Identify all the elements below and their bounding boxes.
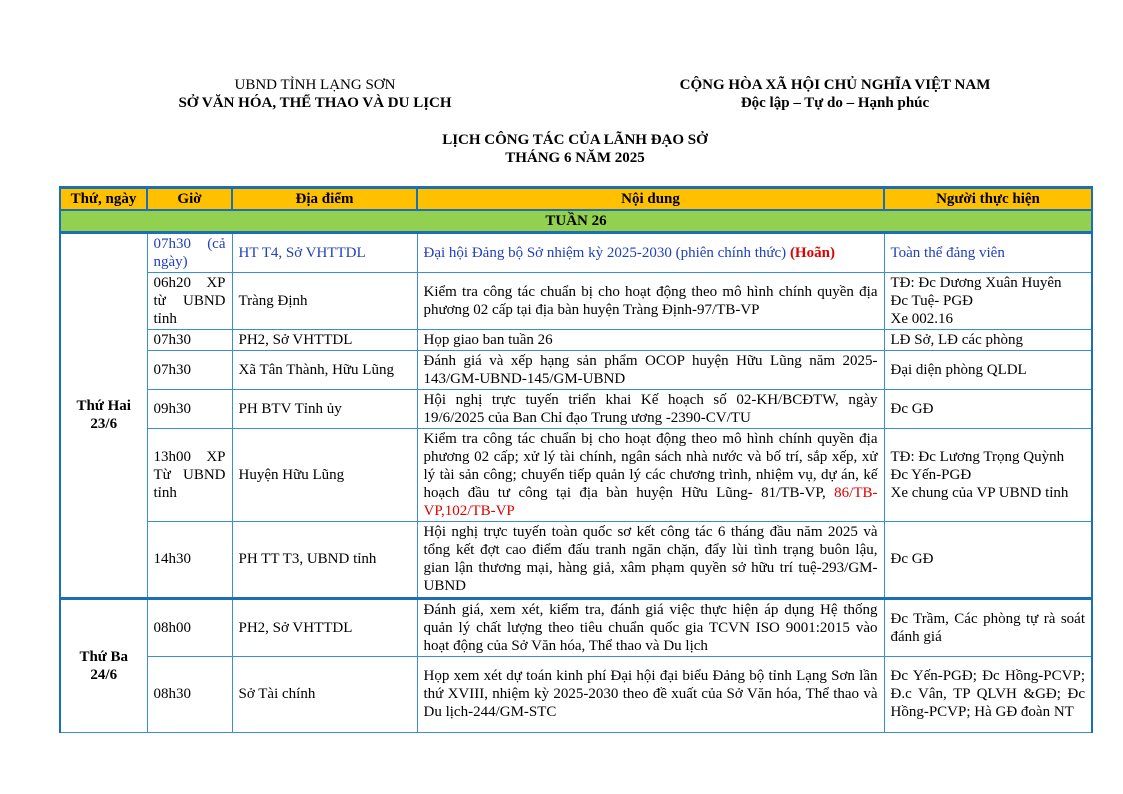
table-row [60,350,1092,389]
content-cell: Đánh giá và xếp hạng sản phẩm OCOP huyện Hữu Lũng năm 2025-143/GM-UBND-145/GM-UBND [417,350,884,389]
country-name: CỘNG HÒA XÃ HỘI CHỦ NGHĨA VIỆT NAM [679,77,991,93]
schedule-table [59,186,1093,733]
time-cell: 06h20 XP từ UBND tỉnh [147,272,232,329]
day-name: Thứ Hai [76,398,131,414]
content-text: Đại hội Đảng bộ Sở nhiệm kỳ 2025-2030 (phiên chính thức) [423,244,787,261]
place-cell: PH2, Sở VHTTDL [232,329,417,350]
department-name: SỞ VĂN HÓA, THỂ THAO VÀ DU LỊCH [178,95,452,111]
time-cell: 13h00 XP Từ UBND tỉnh [147,428,232,521]
content-cell [417,232,884,272]
person-cell: Đc GĐ [884,521,1092,598]
person-line: Đc Yến-PGĐ [890,466,972,483]
table-row [60,598,1092,656]
content-ref-red: 86/TB-VP,102/TB-VP [423,484,878,519]
week-row [60,210,1092,233]
place-cell: HT T4, Sở VHTTDL [232,232,417,272]
province-committee: UBND TỈNH LẠNG SƠN [234,77,396,93]
title-line-2: THÁNG 6 NĂM 2025 [505,150,645,166]
table-row [60,656,1092,732]
place-cell: PH2, Sở VHTTDL [232,598,417,656]
day-name: Thứ Ba [79,648,129,665]
national-header [620,76,1050,112]
place-cell: Tràng Định [232,272,417,329]
place-cell: PH BTV Tỉnh ủy [232,389,417,428]
content-cell: Hội nghị trực tuyến triển khai Kế hoạch số 02-KH/BCĐTW, ngày 19/6/2025 của Ban Chỉ đạo Trung ương -2390-CV/TU [417,389,884,428]
col-header-day: Thứ, ngày [60,188,147,210]
person-line: TĐ: Đc Lương Trọng Quỳnh [890,448,1065,465]
content-text: Kiểm tra công tác chuẩn bị cho hoạt động theo mô hình chính quyền địa phương 02 cấp; xử lý tài chính, ngân sách nhà nước và bố trí, sắp xếp, xử lý tài sản công; chuyển tiếp quản lý các chương trình, nhiệm vụ, dự án, kế hoạch đầu tư công tại địa bàn huyện Hữu Lũng- 81/TB-VP, [423,430,878,501]
table-row [60,428,1092,521]
time-cell: 09h30 [147,389,232,428]
schedule-table-wrapper [59,186,1091,733]
place-cell: Xã Tân Thành, Hữu Lũng [232,350,417,389]
col-header-time: Giờ [147,188,232,210]
person-line: Đc Tuệ- PGĐ [890,292,974,309]
header-row [60,188,1092,210]
col-header-person: Người thực hiện [884,188,1092,210]
person-cell: LĐ Sở, LĐ các phòng [884,329,1092,350]
content-cell: Hội nghị trực tuyến toàn quốc sơ kết công tác 6 tháng đầu năm 2025 và tổng kết đợt cao điểm đấu tranh ngăn chặn, đẩy lùi tình trạng buôn lậu, gian lận thương mại, hàng giả, xâm phạm quyền sở hữu trí tuệ-293/GM-UBND [417,521,884,598]
table-row [60,389,1092,428]
time-cell: 07h30 [147,350,232,389]
day-date: 23/6 [90,416,118,432]
table-row [60,272,1092,329]
agency-header [150,76,480,112]
week-label: TUẦN 26 [60,210,1092,233]
title-line-1: LỊCH CÔNG TÁC CỦA LÃNH ĐẠO SỞ [442,132,708,148]
table-row [60,232,1092,272]
time-cell: 08h30 [147,656,232,732]
person-line: Xe 002.16 [890,310,953,327]
place-cell: Sở Tài chính [232,656,417,732]
day-cell-tuesday [60,598,147,732]
document-title [0,131,1123,167]
col-header-content: Nội dung [417,188,884,210]
person-cell [884,272,1092,329]
day-cell-monday [60,232,147,598]
national-motto: Độc lập – Tự do – Hạnh phúc [740,95,930,111]
content-cell: Đánh giá, xem xét, kiểm tra, đánh giá việc thực hiện áp dụng Hệ thống quản lý chất lượng theo tiêu chuẩn quốc gia TCVN ISO 9001:2015 vào hoạt động của Sở Văn hóa, Thể thao và Du lịch [417,598,884,656]
postponed-note: (Hoãn) [789,244,835,261]
person-cell: Đc GĐ [884,389,1092,428]
time-cell: 14h30 [147,521,232,598]
day-date: 24/6 [90,666,118,683]
person-line: TĐ: Đc Dương Xuân Huyên [890,274,1062,291]
person-cell: Đại diện phòng QLDL [884,350,1092,389]
content-cell: Kiểm tra công tác chuẩn bị cho hoạt động theo mô hình chính quyền địa phương 02 cấp tại địa bàn huyện Tràng Định-97/TB-VP [417,272,884,329]
person-cell [884,428,1092,521]
content-cell [417,428,884,521]
content-cell: Họp giao ban tuần 26 [417,329,884,350]
table-row [60,521,1092,598]
place-cell: Huyện Hữu Lũng [232,428,417,521]
place-cell: PH TT T3, UBND tỉnh [232,521,417,598]
person-cell: Đc Trầm, Các phòng tự rà soát đánh giá [884,598,1092,656]
time-cell: 08h00 [147,598,232,656]
time-cell: 07h30 [147,329,232,350]
content-cell: Họp xem xét dự toán kinh phí Đại hội đại biểu Đảng bộ tỉnh Lạng Sơn lần thứ XVIII, nhiệm kỳ 2025-2030 theo đề xuất của Sở Văn hóa, Thể thao và Du lịch-244/GM-STC [417,656,884,732]
person-cell: Toàn thể đảng viên [884,232,1092,272]
col-header-place: Địa điểm [232,188,417,210]
person-line: Xe chung của VP UBND tỉnh [890,484,1069,501]
person-cell: Đc Yến-PGĐ; Đc Hồng-PCVP; Đ.c Vân, TP QLVH &GĐ; Đc Hồng-PCVP; Hà GĐ đoàn NT [884,656,1092,732]
table-row [60,329,1092,350]
time-cell: 07h30 (cả ngày) [147,232,232,272]
